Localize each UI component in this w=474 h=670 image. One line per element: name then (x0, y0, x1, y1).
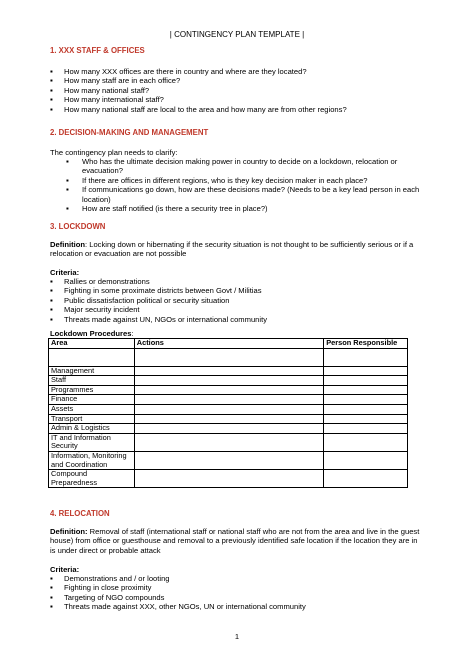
table-row (49, 385, 408, 395)
section-3-criteria-list (50, 277, 430, 324)
table-row (49, 366, 408, 376)
list-item: ▪ Who has the ultimate decision making power in country to decide on a lockdown, relocation or evacuation? (66, 157, 422, 176)
list-item: ▪ Rallies or demonstrations (50, 277, 430, 286)
definition-text: Removal of staff (international staff or national staff who are not from the area and live in the guest house) from office or guesthouse and removal to a previously identified safe location if the location they are in is under direct or probable attack (50, 527, 420, 555)
section-4-criteria-label: Criteria: (50, 565, 80, 574)
list-item: ▪ Major security incident (50, 305, 430, 314)
section-2-list (66, 157, 422, 213)
table-cell-area: Finance (49, 395, 135, 405)
table-row (49, 433, 408, 451)
list-item: ▪ Fighting in close proximity (50, 583, 430, 592)
section-4-criteria-list (50, 574, 430, 612)
table-row (49, 424, 408, 434)
definition-text: : Locking down or hibernating if the security situation is not thought to be sufficiently serious or if a relocation or evacuation are not possible (50, 240, 414, 259)
list-item: ▪ Targeting of NGO compounds (50, 593, 430, 602)
section-2-heading: 2. DECISION-MAKING AND MANAGEMENT (50, 128, 209, 137)
list-item: ▪ How many XXX offices are there in country and where are they located? (50, 67, 430, 76)
page-number: 1 (234, 632, 240, 641)
section-1-list (50, 67, 430, 114)
list-item: ▪ If communications go down, how are these decisions made? (Needs to be a key lead person in each location) (66, 185, 422, 204)
page-title: | CONTINGENCY PLAN TEMPLATE | (169, 30, 305, 39)
list-item: ▪ Fighting in some proximate districts between Govt / Militias (50, 286, 430, 295)
table-row (49, 470, 408, 488)
table-row (49, 404, 408, 414)
table-cell-area: IT and Information Security (49, 433, 135, 451)
table-cell-area: Admin & Logistics (49, 424, 135, 434)
list-item: ▪ How many staff are in each office? (50, 76, 430, 85)
section-4-definition (50, 527, 424, 555)
procedures-colon: : (131, 329, 134, 338)
lockdown-procedures-label (50, 329, 420, 338)
list-item: ▪ Threats made against UN, NGOs or international community (50, 315, 430, 324)
header-person-responsible: Person Responsible (324, 339, 408, 349)
lockdown-procedures-table (48, 338, 408, 488)
table-row (49, 348, 408, 366)
list-item: ▪ Demonstrations and / or looting (50, 574, 430, 583)
list-item: ▪ Public dissatisfaction political or security situation (50, 296, 430, 305)
section-3-definition (50, 240, 422, 259)
table-cell-area: Assets (49, 404, 135, 414)
list-item: ▪ Threats made against XXX, other NGOs, UN or international community (50, 602, 430, 611)
header-area: Area (49, 339, 135, 349)
list-item: ▪ If there are offices in different regions, who is they key decision maker in each place? (66, 176, 422, 185)
table-row (49, 376, 408, 386)
table-cell-area: Staff (49, 376, 135, 386)
table-row (49, 395, 408, 405)
list-item: ▪ How are staff notified (is there a security tree in place?) (66, 204, 422, 213)
section-3-heading: 3. LOCKDOWN (50, 222, 106, 231)
list-item: ▪ How many national staff are local to the area and how many are from other regions? (50, 105, 430, 114)
table-header-row (49, 339, 408, 349)
list-item: ▪ How many international staff? (50, 95, 430, 104)
definition-label: Definition (50, 240, 86, 249)
definition-label: Definition: (50, 527, 88, 536)
table-row (49, 451, 408, 469)
table-cell-area: Information, Monitoring and Coordination (49, 451, 135, 469)
table-cell-area: Programmes (49, 385, 135, 395)
table-cell-area: Management (49, 366, 135, 376)
section-2-intro: The contingency plan needs to clarify: (50, 148, 178, 157)
table-cell-area: Compound Preparedness (49, 470, 135, 488)
section-4-heading: 4. RELOCATION (50, 509, 110, 518)
section-3-criteria-label: Criteria: (50, 268, 80, 277)
section-1-heading: 1. XXX STAFF & OFFICES (50, 46, 145, 55)
header-actions: Actions (134, 339, 323, 349)
list-item: ▪ How many national staff? (50, 86, 430, 95)
table-cell-area: Transport (49, 414, 135, 424)
procedures-label-text: Lockdown Procedures (50, 329, 132, 338)
